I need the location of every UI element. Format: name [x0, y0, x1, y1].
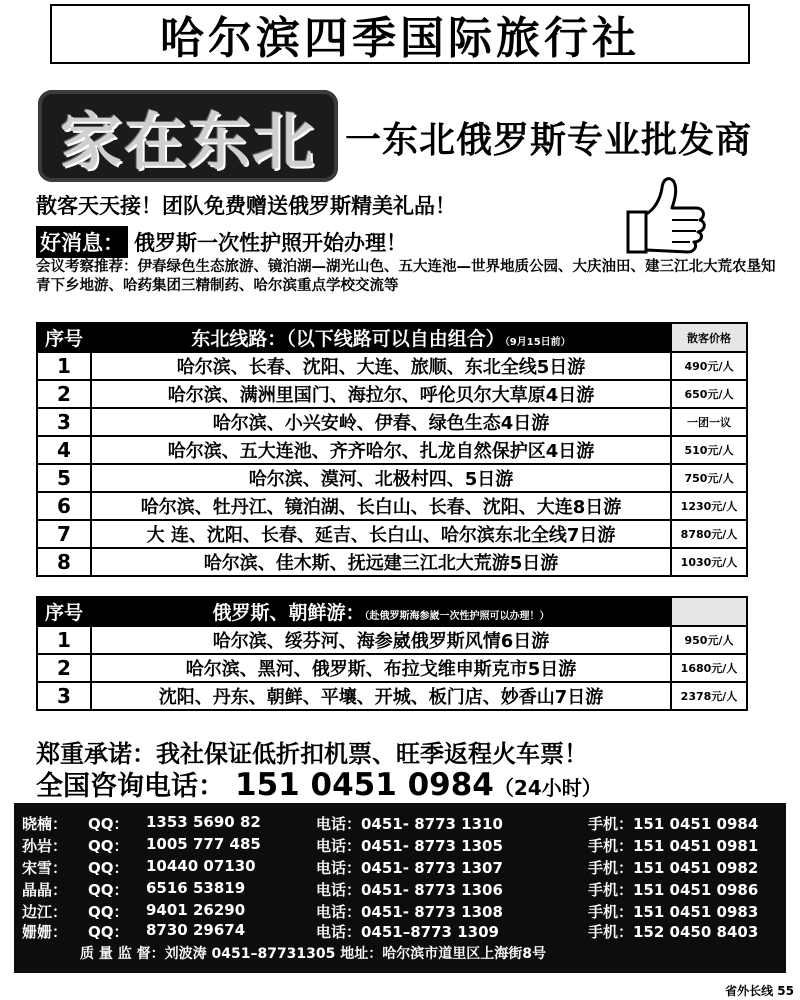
row-price: 1230元/人	[671, 492, 747, 520]
table-title	[91, 323, 671, 352]
contact-qq: 10440 07130	[146, 857, 256, 875]
row-price: 1030元/人	[671, 548, 747, 576]
contact-tel: 电话：0451- 8773 1305	[316, 837, 503, 855]
col-no-header: 序号	[37, 597, 91, 626]
row-price: 650元/人	[671, 380, 747, 408]
row-route: 哈尔滨、五大连池、齐齐哈尔、扎龙自然保护区4日游	[91, 436, 671, 464]
table-row	[37, 436, 747, 464]
contact-tel: 电话：0451- 8773 1307	[316, 859, 503, 877]
supervision-address: 质 量 监 督：刘波涛 0451–87731305 地址：哈尔滨市道里区上海街8号	[80, 946, 547, 962]
brand-logo	[38, 90, 338, 182]
promise-text: 郑重承诺：我社保证低折扣机票、旺季返程火车票！	[36, 740, 588, 768]
row-no: 1	[37, 626, 91, 654]
contact-tel: 电话：0451- 8773 1306	[316, 881, 503, 899]
meeting-recommendation: 会议考察推荐：伊春绿色生态旅游、镜泊湖—湖光山色、五大连池—世界地质公园、大庆油田、建三江北大荒农垦知青下乡地游、哈药集团三精制药、哈尔滨重点学校交流等	[36, 259, 776, 294]
contact-mobile: 手机：151 0451 0981	[588, 837, 759, 855]
table-row	[37, 626, 747, 654]
good-news-text: 俄罗斯一次性护照开始办理！	[134, 231, 407, 255]
contact-qq: 9401 26290	[146, 901, 246, 919]
slogan: 一东北俄罗斯专业批发商	[345, 120, 753, 161]
row-price: 490元/人	[671, 352, 747, 380]
contact-mobile: 手机：151 0451 0984	[588, 815, 759, 833]
contact-row	[14, 813, 786, 835]
contact-name: 宋雪：	[22, 859, 68, 877]
russia-korea-routes-table	[36, 596, 748, 711]
row-price: 一团一议	[671, 408, 747, 436]
table-row	[37, 682, 747, 710]
contact-qq: 6516 53819	[146, 879, 246, 897]
row-no: 2	[37, 654, 91, 682]
contacts-panel	[14, 803, 786, 973]
table-row	[37, 408, 747, 436]
contact-row	[14, 901, 786, 923]
row-no: 2	[37, 380, 91, 408]
row-no: 7	[37, 520, 91, 548]
table-note: （赴俄罗斯海参崴一次性护照可以办理！）	[364, 611, 550, 622]
row-route: 哈尔滨、满洲里国门、海拉尔、呼伦贝尔大草原4日游	[91, 380, 671, 408]
row-route: 哈尔滨、佳木斯、抚远建三江北大荒游5日游	[91, 548, 671, 576]
row-no: 8	[37, 548, 91, 576]
col-price-header-blank	[671, 597, 747, 626]
contact-row	[14, 879, 786, 901]
hotline-label: 全国咨询电话：	[36, 771, 225, 802]
row-route: 哈尔滨、黑河、俄罗斯、布拉戈维申斯克市5日游	[91, 654, 671, 682]
hotline	[36, 764, 602, 803]
row-route: 哈尔滨、牡丹江、镜泊湖、长白山、长春、沈阳、大连8日游	[91, 492, 671, 520]
contact-qq: 1353 5690 82	[146, 813, 261, 831]
contact-row	[14, 857, 786, 879]
row-route: 哈尔滨、小兴安岭、伊春、绿色生态4日游	[91, 408, 671, 436]
contact-qq-label: QQ：	[88, 923, 129, 941]
contact-qq-label: QQ：	[88, 903, 129, 921]
contact-qq-label: QQ：	[88, 859, 129, 877]
contact-qq-label: QQ：	[88, 815, 129, 833]
row-route: 哈尔滨、长春、沈阳、大连、旅顺、东北全线5日游	[91, 352, 671, 380]
table-title	[91, 597, 671, 626]
row-no: 3	[37, 682, 91, 710]
contact-tel: 电话：0451–8773 1309	[316, 923, 499, 941]
row-price: 950元/人	[671, 626, 747, 654]
contact-mobile: 手机：152 0450 8403	[588, 923, 759, 941]
contact-name: 晶晶：	[22, 881, 68, 899]
row-price: 750元/人	[671, 464, 747, 492]
row-price: 510元/人	[671, 436, 747, 464]
hotline-hours: （24小时）	[493, 776, 602, 800]
contact-tel: 电话：0451- 8773 1308	[316, 903, 503, 921]
contact-qq: 8730 29674	[146, 921, 246, 939]
row-route: 大 连、沈阳、长春、延吉、长白山、哈尔滨东北全线7日游	[91, 520, 671, 548]
good-news-label: 好消息：	[36, 226, 128, 258]
contact-name: 边江：	[22, 903, 68, 921]
contact-qq: 1005 777 485	[146, 835, 261, 853]
table-row	[37, 464, 747, 492]
table-row	[37, 520, 747, 548]
thumbs-up-icon	[618, 170, 708, 256]
row-no: 3	[37, 408, 91, 436]
row-price: 2378元/人	[671, 682, 747, 710]
contact-qq-label: QQ：	[88, 837, 129, 855]
row-no: 5	[37, 464, 91, 492]
table-title-text: 俄罗斯、朝鲜游：	[212, 602, 365, 624]
table-row	[37, 492, 747, 520]
agency-title-box	[50, 4, 750, 64]
contact-mobile: 手机：151 0451 0983	[588, 903, 759, 921]
promo-line: 散客天天接！团队免费赠送俄罗斯精美礼品！	[36, 194, 456, 218]
col-no-header: 序号	[37, 323, 91, 352]
agency-title: 哈尔滨四季国际旅行社	[160, 13, 640, 64]
contact-row	[14, 835, 786, 857]
contact-qq-label: QQ：	[88, 881, 129, 899]
northeast-routes-table	[36, 322, 748, 577]
row-route: 哈尔滨、绥芬河、海参崴俄罗斯风情6日游	[91, 626, 671, 654]
table-note: （9月15日前）	[504, 337, 571, 348]
table-row	[37, 654, 747, 682]
table-title-text: 东北线路：（以下线路可以自由组合）	[191, 328, 505, 350]
hotline-number: 151 0451 0984	[235, 767, 494, 803]
contact-name: 孙岩：	[22, 837, 68, 855]
contact-mobile: 手机：151 0451 0982	[588, 859, 759, 877]
row-no: 6	[37, 492, 91, 520]
row-price: 1680元/人	[671, 654, 747, 682]
contact-tel: 电话：0451- 8773 1310	[316, 815, 503, 833]
row-price: 8780元/人	[671, 520, 747, 548]
table-row	[37, 380, 747, 408]
row-no: 1	[37, 352, 91, 380]
row-route: 沈阳、丹东、朝鲜、平壤、开城、板门店、妙香山7日游	[91, 682, 671, 710]
row-no: 4	[37, 436, 91, 464]
contact-name: 晓楠：	[22, 815, 68, 833]
page-footer: 省外长线 55	[725, 984, 794, 998]
contact-row	[14, 921, 786, 943]
row-route: 哈尔滨、漠河、北极村四、5日游	[91, 464, 671, 492]
col-price-header: 散客价格	[671, 323, 747, 352]
contact-mobile: 手机：151 0451 0986	[588, 881, 759, 899]
table-row	[37, 548, 747, 576]
table-row	[37, 352, 747, 380]
brand-logo-text: 家在东北	[59, 104, 316, 178]
contact-name: 姗姗：	[22, 923, 68, 941]
good-news	[36, 226, 407, 258]
